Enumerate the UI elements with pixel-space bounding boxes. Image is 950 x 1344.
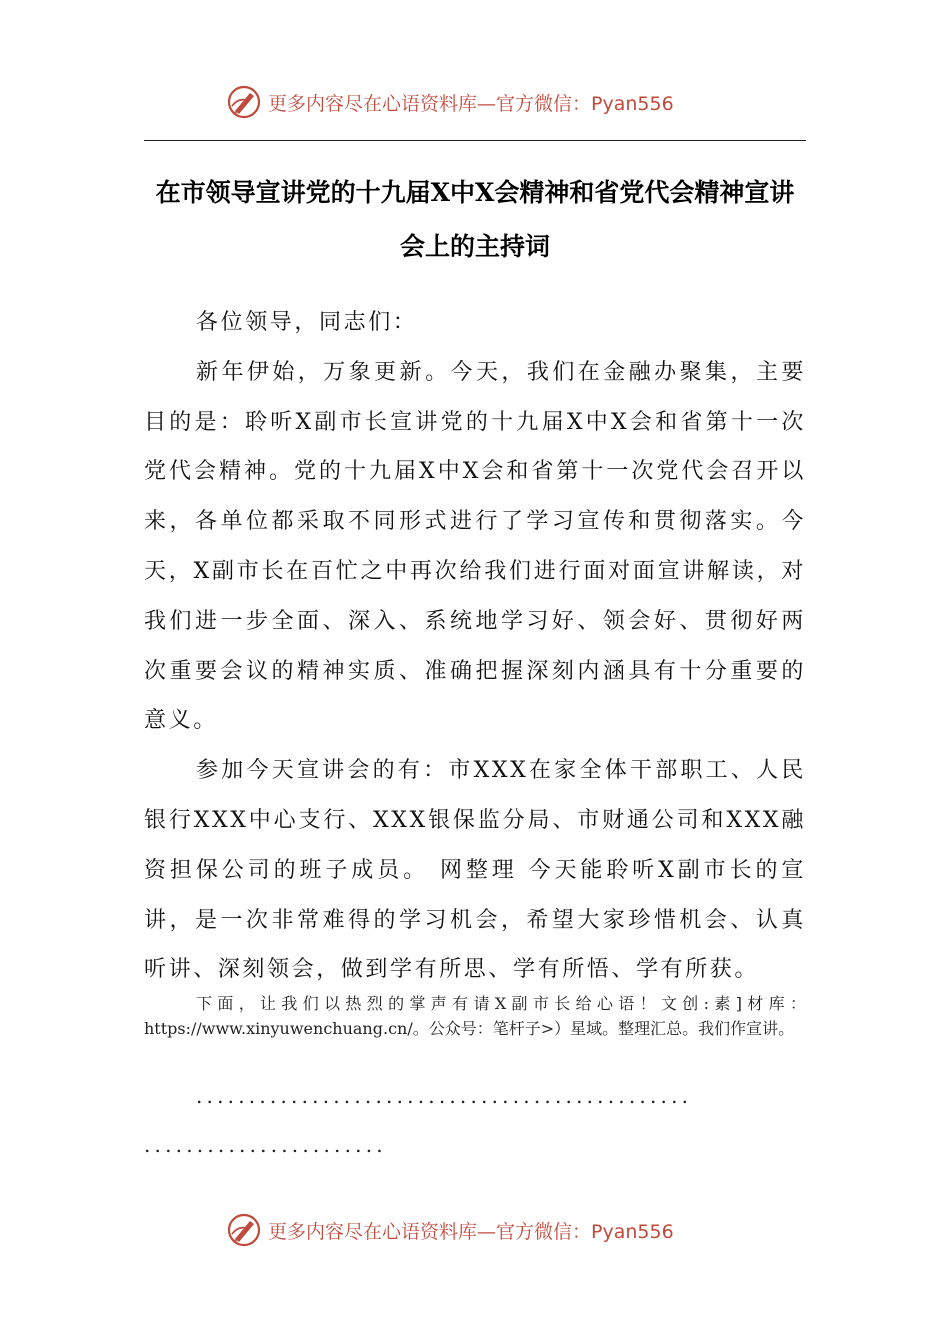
document-body [144, 298, 806, 995]
header-rule [144, 140, 806, 141]
footer-banner [226, 1208, 674, 1252]
wechat-id: Pyan556 [591, 1220, 674, 1243]
paragraph-attendees: 参加今天宣讲会的有：市XXX在家全体干部职工、人民银行XXX中心支行、XXX银保监分局、市财通公司和XXX融资担保公司的班子成员。 网整理 今天能聆听X副市长的宣讲，是一次非常难得的学习机会，希望大家珍惜机会、认真听讲、深刻领会，做到学有所思、学有所悟、学有所获。 [144, 758, 806, 983]
pen-logo-icon [226, 84, 262, 120]
header-banner [226, 80, 674, 124]
paragraph-greeting: 各位领导，同志们： [196, 310, 418, 335]
wechat-id: Pyan556 [591, 92, 674, 115]
pen-logo-icon [226, 1212, 262, 1248]
document-title: 在市领导宣讲党的十九届X中X会精神和省党代会精神宣讲会上的主持词 [155, 178, 795, 261]
banner-text: 更多内容尽在心语资料库—官方微信：Pyan556 [268, 1220, 674, 1243]
dots-line-1: ............................................... [196, 1084, 693, 1108]
banner-text: 更多内容尽在心语资料库—官方微信：Pyan556 [268, 92, 674, 115]
dots-line-2: ....................... [144, 1133, 387, 1157]
small-paragraph: 下面，让我们以热烈的掌声有请X副市长给心语！文创:素]材库：https://www.xinyuwenchuang.cn/。公众号：笔杆子>）星域。整理汇总。我们作宣讲。 [144, 994, 806, 1038]
paragraph-intro: 新年伊始，万象更新。今天，我们在金融办聚集，主要目的是：聆听X副市长宣讲党的十九届X中X会和省第十一次党代会精神。党的十九届X中X会和省第十一次党代会召开以来，各单位都采取不同形式进行了学习宣传和贯彻落实。今天，X副市长在百忙之中再次给我们进行面对面宣讲解读，对我们进一步全面、深入、系统地学习好、领会好、贯彻好两次重要会议的精神实质、准确把握深刻内涵具有十分重要的意义。 [144, 359, 806, 734]
